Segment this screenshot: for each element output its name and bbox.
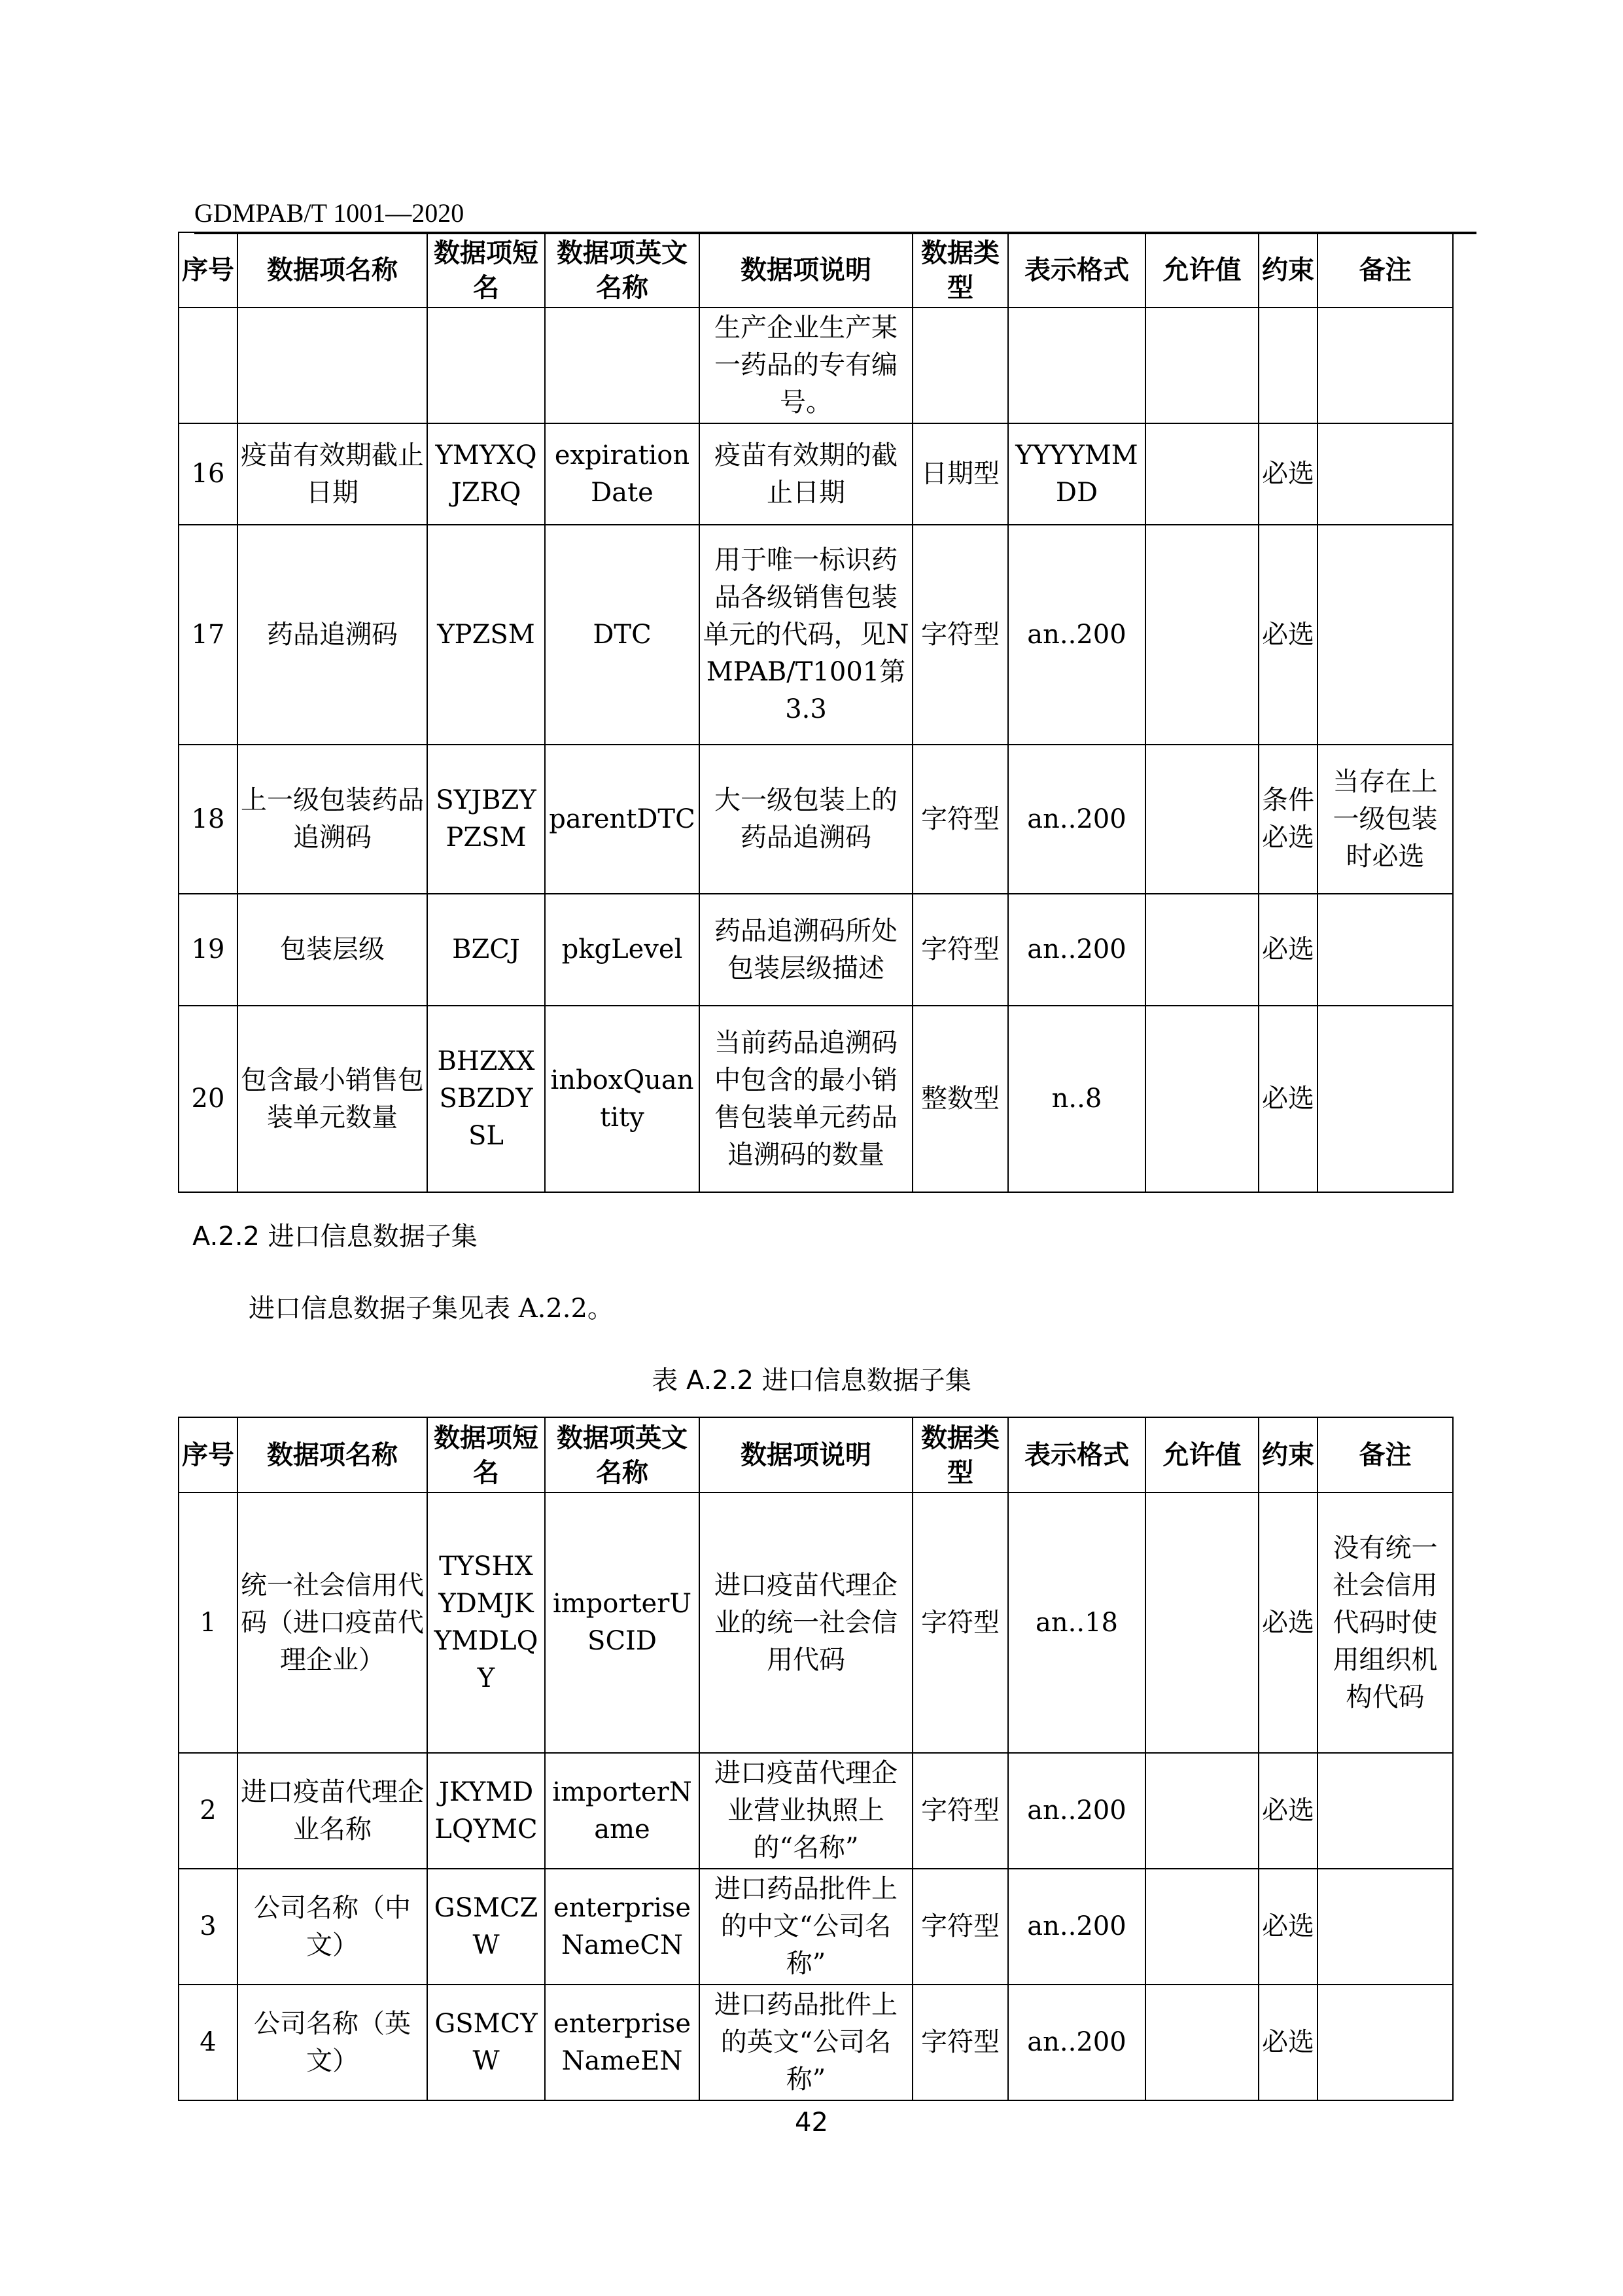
col-header: 数据项短名 xyxy=(427,1417,545,1492)
table-cell xyxy=(1318,894,1453,1006)
col-header: 数据类型 xyxy=(913,1417,1008,1492)
col-header: 数据项名称 xyxy=(237,232,427,308)
table-cell: BZCJ xyxy=(427,894,545,1006)
table-cell: 字符型 xyxy=(913,1753,1008,1869)
table-cell: 公司名称（英文） xyxy=(237,1985,427,2100)
table-cell: SYJBZYPZSM xyxy=(427,745,545,894)
table-cell xyxy=(1145,1492,1259,1753)
table-cell xyxy=(1145,1753,1259,1869)
table-row xyxy=(179,894,1453,1006)
table-cell xyxy=(1145,525,1259,745)
table-cell: an..18 xyxy=(1008,1492,1145,1753)
col-header: 数据项短名 xyxy=(427,232,545,308)
table-cell xyxy=(1318,1753,1453,1869)
table-cell xyxy=(427,308,545,423)
table-cell: an..200 xyxy=(1008,745,1145,894)
table-row xyxy=(179,525,1453,745)
table-cell: 字符型 xyxy=(913,1492,1008,1753)
table-cell: 当存在上一级包装时必选 xyxy=(1318,745,1453,894)
table-cell xyxy=(1318,423,1453,525)
table-cell: 进口药品批件上的中文“公司名称” xyxy=(699,1869,913,1985)
col-header: 数据类型 xyxy=(913,232,1008,308)
col-header: 备注 xyxy=(1318,232,1453,308)
table-cell: 进口疫苗代理企业营业执照上的“名称” xyxy=(699,1753,913,1869)
table-cell: 用于唯一标识药品各级销售包装单元的代码，见NMPAB/T1001第3.3 xyxy=(699,525,913,745)
table-cell: 日期型 xyxy=(913,423,1008,525)
table-cell: 3 xyxy=(179,1869,237,1985)
table-cell xyxy=(1145,1985,1259,2100)
import-info-table xyxy=(178,1417,1454,2101)
table-row xyxy=(179,1985,1453,2100)
table-cell xyxy=(1145,745,1259,894)
table-header-row xyxy=(179,232,1453,308)
table-cell: 17 xyxy=(179,525,237,745)
document-code: GDMPAB/T 1001—2020 xyxy=(194,198,464,228)
table-cell: 大一级包装上的药品追溯码 xyxy=(699,745,913,894)
table-cell: importerUSCID xyxy=(545,1492,699,1753)
table-cell xyxy=(1318,1006,1453,1192)
table-cell: 字符型 xyxy=(913,1985,1008,2100)
table-cell: 4 xyxy=(179,1985,237,2100)
col-header: 表示格式 xyxy=(1008,1417,1145,1492)
table-cell xyxy=(1145,308,1259,423)
table-cell: 18 xyxy=(179,745,237,894)
table-cell: YPZSM xyxy=(427,525,545,745)
table-cell: 必选 xyxy=(1259,1492,1318,1753)
table-cell xyxy=(237,308,427,423)
table-cell: 必选 xyxy=(1259,423,1318,525)
table-cell xyxy=(1008,308,1145,423)
body-paragraph: 进口信息数据子集见表 A.2.2。 xyxy=(249,1294,614,1324)
table-cell: GSMCYW xyxy=(427,1985,545,2100)
table-cell xyxy=(1318,1869,1453,1985)
col-header: 数据项英文名称 xyxy=(545,1417,699,1492)
table-cell: 药品追溯码所处包装层级描述 xyxy=(699,894,913,1006)
table-cell: an..200 xyxy=(1008,894,1145,1006)
table-cell: 2 xyxy=(179,1753,237,1869)
table-cell xyxy=(1145,894,1259,1006)
table-cell: 必选 xyxy=(1259,1753,1318,1869)
table-cell: 公司名称（中文） xyxy=(237,1869,427,1985)
table-cell xyxy=(545,308,699,423)
col-header: 约束 xyxy=(1259,232,1318,308)
table-cell xyxy=(1145,423,1259,525)
table-cell: JKYMDLQYMC xyxy=(427,1753,545,1869)
table-cell: 字符型 xyxy=(913,1869,1008,1985)
table-cell: n..8 xyxy=(1008,1006,1145,1192)
table-cell: 条件必选 xyxy=(1259,745,1318,894)
table-cell xyxy=(1318,308,1453,423)
table-cell: an..200 xyxy=(1008,1753,1145,1869)
table-cell xyxy=(1259,308,1318,423)
table-header-row xyxy=(179,1417,1453,1492)
table-cell: YMYXQJZRQ xyxy=(427,423,545,525)
table-row xyxy=(179,423,1453,525)
table-cell: 进口药品批件上的英文“公司名称” xyxy=(699,1985,913,2100)
table-cell: DTC xyxy=(545,525,699,745)
table-cell: 包含最小销售包装单元数量 xyxy=(237,1006,427,1192)
table-cell: pkgLevel xyxy=(545,894,699,1006)
table-cell: enterpriseNameEN xyxy=(545,1985,699,2100)
table-cell: 进口疫苗代理企业的统一社会信用代码 xyxy=(699,1492,913,1753)
table-cell xyxy=(1145,1006,1259,1192)
table-cell: expirationDate xyxy=(545,423,699,525)
col-header: 约束 xyxy=(1259,1417,1318,1492)
table-cell xyxy=(1145,1869,1259,1985)
table-row xyxy=(179,745,1453,894)
table-cell xyxy=(179,308,237,423)
table-row xyxy=(179,1869,1453,1985)
table-row xyxy=(179,1753,1453,1869)
data-item-table-continued xyxy=(178,232,1454,1193)
table-cell: 统一社会信用代码（进口疫苗代理企业） xyxy=(237,1492,427,1753)
table-cell: 生产企业生产某一药品的专有编号。 xyxy=(699,308,913,423)
table-cell: 进口疫苗代理企业名称 xyxy=(237,1753,427,1869)
table-cell: YYYYMMDD xyxy=(1008,423,1145,525)
table-cell: 疫苗有效期截止日期 xyxy=(237,423,427,525)
table-cell xyxy=(1318,525,1453,745)
table-cell: 药品追溯码 xyxy=(237,525,427,745)
col-header: 数据项说明 xyxy=(699,1417,913,1492)
table-cell xyxy=(913,308,1008,423)
table-cell: 字符型 xyxy=(913,745,1008,894)
table-cell: an..200 xyxy=(1008,1985,1145,2100)
table-cell: parentDTC xyxy=(545,745,699,894)
col-header: 允许值 xyxy=(1145,232,1259,308)
col-header: 备注 xyxy=(1318,1417,1453,1492)
table-cell: 上一级包装药品追溯码 xyxy=(237,745,427,894)
table-cell: GSMCZW xyxy=(427,1869,545,1985)
col-header: 数据项英文名称 xyxy=(545,232,699,308)
table-cell: 当前药品追溯码中包含的最小销售包装单元药品追溯码的数量 xyxy=(699,1006,913,1192)
col-header: 允许值 xyxy=(1145,1417,1259,1492)
page-number: 42 xyxy=(795,2108,828,2138)
table-cell: 必选 xyxy=(1259,1869,1318,1985)
table-cell: 必选 xyxy=(1259,525,1318,745)
table-cell: 必选 xyxy=(1259,894,1318,1006)
col-header: 数据项名称 xyxy=(237,1417,427,1492)
table-cell: 疫苗有效期的截止日期 xyxy=(699,423,913,525)
table-cell: 必选 xyxy=(1259,1006,1318,1192)
table-cell: 必选 xyxy=(1259,1985,1318,2100)
table-cell: TYSHXYDMJKYMDLQY xyxy=(427,1492,545,1753)
col-header: 序号 xyxy=(179,232,237,308)
table-cell: 整数型 xyxy=(913,1006,1008,1192)
table-cell: enterpriseNameCN xyxy=(545,1869,699,1985)
table-cell: an..200 xyxy=(1008,525,1145,745)
table-cell: 20 xyxy=(179,1006,237,1192)
col-header: 数据项说明 xyxy=(699,232,913,308)
table-row xyxy=(179,308,1453,423)
section-heading: A.2.2 进口信息数据子集 xyxy=(192,1222,478,1252)
table-cell: 字符型 xyxy=(913,894,1008,1006)
table-cell xyxy=(1318,1985,1453,2100)
table-row xyxy=(179,1492,1453,1753)
table-cell: importerName xyxy=(545,1753,699,1869)
table-cell: inboxQuantity xyxy=(545,1006,699,1192)
table-cell: 16 xyxy=(179,423,237,525)
table-cell: 包装层级 xyxy=(237,894,427,1006)
table-cell: an..200 xyxy=(1008,1869,1145,1985)
table-row xyxy=(179,1006,1453,1192)
table-cell: BHZXXSBZDYSL xyxy=(427,1006,545,1192)
col-header: 序号 xyxy=(179,1417,237,1492)
col-header: 表示格式 xyxy=(1008,232,1145,308)
table-cell: 字符型 xyxy=(913,525,1008,745)
table-caption: 表 A.2.2 进口信息数据子集 xyxy=(652,1366,971,1396)
table-cell: 1 xyxy=(179,1492,237,1753)
table-cell: 19 xyxy=(179,894,237,1006)
running-header xyxy=(194,194,1476,234)
table-cell: 没有统一社会信用代码时使用组织机构代码 xyxy=(1318,1492,1453,1753)
